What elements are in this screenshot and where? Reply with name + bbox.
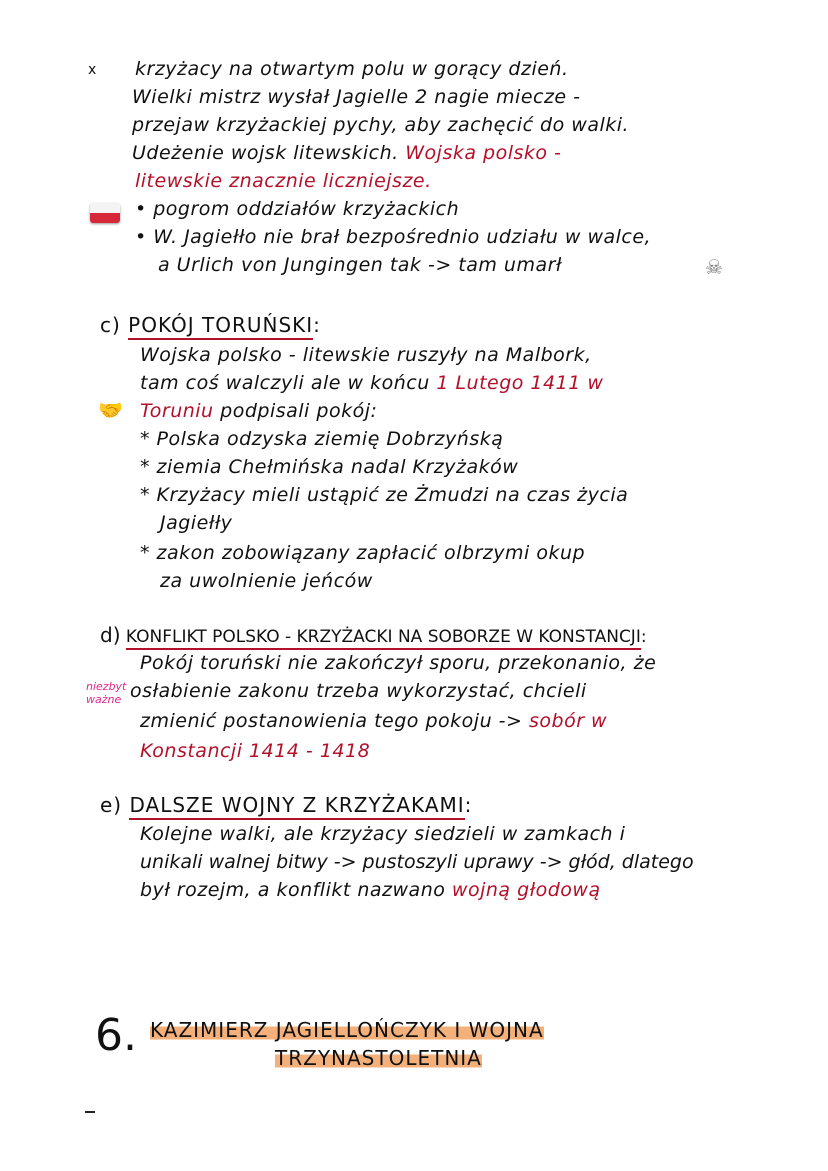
highlight-red: litewskie znacznie liczniejsze. xyxy=(135,170,432,192)
section-letter: e) xyxy=(100,793,123,817)
text: tam coś walczyli ale w końcu xyxy=(140,372,430,394)
chapter-title-line: KAZIMIERZ JAGIELLOŃCZYK I WOJNA xyxy=(150,1018,544,1042)
heading-text: DALSZE WOJNY Z KRZYŻAKAMI xyxy=(129,793,464,820)
side-note-line: ważne xyxy=(86,693,122,706)
text-line: osłabienie zakonu trzeba wykorzystać, chcieli xyxy=(130,680,587,702)
text: Udeżenie wojsk litewskich. xyxy=(132,142,399,164)
text: był rozejm, a konflikt nazwano xyxy=(140,879,446,901)
text-line: Wojska polsko - litewskie ruszyły na Malbork, xyxy=(140,344,592,366)
heading-text: KONFLIKT POLSKO - KRZYŻACKI NA SOBORZE W KONSTANCJI xyxy=(126,627,641,650)
list-item: * zakon zobowiązany zapłacić olbrzymi okup xyxy=(140,542,586,564)
highlight-red: Toruniu xyxy=(140,400,214,422)
colon: : xyxy=(640,627,647,647)
highlight-red: Wojska polsko - xyxy=(405,142,562,164)
list-item: * Krzyżacy mieli ustąpić ze Żmudzi na czas życia xyxy=(140,484,629,506)
heading-text: POKÓJ TORUŃSKI xyxy=(128,313,313,340)
text: zmienić postanowienia tego pokoju -> xyxy=(140,710,523,732)
text-line xyxy=(140,879,601,901)
colon: : xyxy=(464,793,473,817)
highlight-red: wojną głodową xyxy=(451,879,601,901)
text-line: krzyżacy na otwartym polu w gorący dzień. xyxy=(135,58,569,80)
skull-crossbones-icon: ☠ xyxy=(705,255,723,279)
text-line: Wielki mistrz wysłał Jagielle 2 nagie miecze - xyxy=(132,86,581,108)
bullet-item: • pogrom oddziałów krzyżackich xyxy=(135,198,460,220)
text-line: Kolejne walki, ale krzyżacy siedzieli w zamkach i xyxy=(140,823,626,845)
bullet-x: x xyxy=(88,62,97,78)
list-item: Jagiełły xyxy=(160,512,233,534)
chapter-title-line: TRZYNASTOLETNIA xyxy=(275,1046,482,1070)
side-note xyxy=(86,680,126,706)
text-line xyxy=(132,142,561,164)
divider-dash xyxy=(85,1111,95,1113)
text: podpisali pokój: xyxy=(220,400,378,422)
list-item: * Polska odzyska ziemię Dobrzyńską xyxy=(140,428,504,450)
poland-flag-icon xyxy=(90,203,120,223)
chapter-number: 6. xyxy=(95,1010,137,1061)
text-line: Pokój toruński nie zakończył sporu, przekonanio, że xyxy=(140,652,657,674)
bullet-item: a Urlich von Jungingen tak -> tam umarł xyxy=(158,254,562,276)
text-line: przejaw krzyżackiej pychy, aby zachęcić do walki. xyxy=(132,114,630,136)
list-item: * ziemia Chełmińska nadal Krzyżaków xyxy=(140,456,519,478)
colon: : xyxy=(313,313,321,337)
bullet-item: • W. Jagiełło nie brał bezpośrednio udziału w walce, xyxy=(135,226,652,248)
section-heading-d xyxy=(100,623,647,647)
section-heading-c xyxy=(100,313,321,337)
list-item: za uwolnienie jeńców xyxy=(160,570,373,592)
section-heading-e xyxy=(100,793,472,817)
section-letter: d) xyxy=(100,623,121,647)
text-line: unikali walnej bitwy -> pustoszyli uprawy -> głód, dlatego xyxy=(140,851,694,873)
text-line xyxy=(140,372,603,394)
highlight-red: sobór w xyxy=(528,710,608,732)
highlight-red: 1 Lutego 1411 w xyxy=(436,372,604,394)
text-line xyxy=(140,710,607,732)
text-line xyxy=(140,400,377,422)
highlight-red: Konstancji 1414 - 1418 xyxy=(140,740,371,762)
section-letter: c) xyxy=(100,313,121,337)
handshake-icon: 🤝 xyxy=(98,398,123,422)
side-note-line: niezbyt xyxy=(86,680,127,693)
